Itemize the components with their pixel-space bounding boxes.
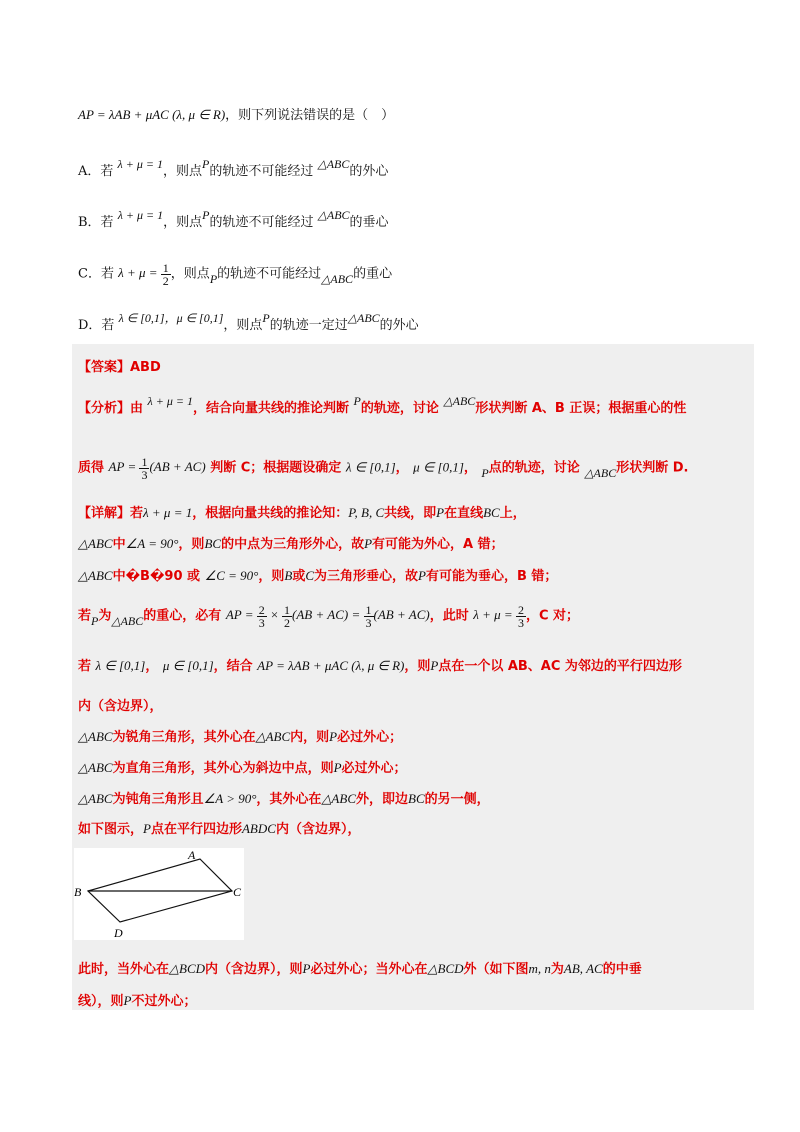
detail-text-1c: 在直线: [444, 506, 484, 521]
l3-e: 有可能为垂心，B 错；: [426, 569, 558, 584]
answer-tag: 【答案】ABD: [78, 360, 161, 375]
l11-c: 必过外心；当外心在: [310, 962, 428, 977]
option-a-triangle: △ABC: [317, 157, 350, 171]
l6: 内（含边界），: [78, 699, 163, 714]
answer-line: [78, 356, 161, 375]
l7-a: 为锐角三角形，其外心在: [112, 730, 256, 745]
analysis-text-4c: 点的轨迹，讨论: [488, 460, 580, 476]
l3-C: C: [305, 568, 315, 583]
l2-p: P: [364, 536, 373, 551]
analysis-triangle: △ABC: [443, 394, 476, 408]
l9-angle: ∠A > 90°: [203, 791, 257, 806]
l3-d: 为三角形垂心，故: [314, 569, 419, 584]
l10-b: 点在平行四边形: [150, 822, 242, 837]
l3-B: B: [284, 568, 293, 583]
l4-formula: AP = $\frac{2}{3}$ × $\frac{1}{2}$ (AB + AC) = $\frac{1}{3}$ (AB + AC): [225, 603, 430, 630]
label-d: D: [114, 926, 123, 940]
l4-d: ，此时: [429, 608, 469, 624]
analysis-text-4b: 判断 C；根据题设确定: [210, 460, 342, 476]
label-a: A: [188, 848, 196, 862]
option-b-triangle: △ABC: [317, 208, 350, 222]
option-d: [78, 311, 419, 333]
option-c-mid2: 的轨迹不可能经过: [217, 266, 322, 282]
l11-b: 内（含边界），则: [205, 962, 303, 977]
analysis-point-2: P: [481, 466, 489, 481]
l7-b: 内，则: [290, 730, 330, 745]
l3-a: 中�B�90 或: [112, 569, 201, 584]
detail-text-1b: 共线，即: [384, 506, 437, 521]
analysis-point: P: [353, 394, 361, 408]
option-c: [78, 262, 392, 287]
stem-formula: AP = λAB + μAC (λ, μ ∈ R): [78, 107, 226, 122]
detail-line-6: [78, 695, 163, 714]
option-b-mid: ，则点: [163, 215, 203, 230]
l12-a: 线），则: [78, 994, 124, 1009]
l12-b: 不过外心；: [131, 994, 197, 1009]
option-b-condition: λ + μ = 1: [117, 208, 164, 222]
detail-point: P: [436, 505, 445, 520]
option-a-condition: λ + μ = 1: [117, 157, 163, 171]
l10-p: P: [143, 821, 151, 836]
l4-c: 的重心，必有: [143, 608, 222, 624]
l7-c: 必过外心；: [337, 730, 403, 745]
option-a: [78, 157, 389, 179]
option-b-label: B．若: [78, 215, 114, 230]
l10-c: 内（含边界），: [275, 822, 361, 837]
option-b-end: 的垂心: [349, 215, 389, 230]
detail-text-1d: 上，: [499, 506, 526, 521]
l11-p: P: [302, 961, 311, 976]
l11-f: 的中垂: [602, 962, 642, 977]
l9-bc: BC: [408, 791, 425, 806]
l3-p: P: [418, 568, 426, 583]
detail-line-7: [78, 726, 402, 745]
option-c-label: C．若: [78, 266, 114, 282]
l9-c: 外，即边: [356, 792, 409, 807]
option-c-end: 的重心: [353, 266, 393, 282]
detail-tag: 【详解】若: [78, 506, 144, 521]
l3-c: 或: [292, 569, 306, 584]
l4-e: ，C 对；: [525, 608, 580, 624]
l5-mu: μ ∈ [0,1]: [162, 658, 214, 673]
option-d-end: 的外心: [379, 318, 419, 333]
l5-lam: λ ∈ [0,1]: [95, 658, 146, 673]
l5-p: P: [430, 658, 439, 673]
l11-a: 此时，当外心在: [78, 962, 170, 977]
detail-line-5: 若 λ ∈ [0,1]， μ ∈ [0,1]，结合 AP = λAB + μAC (λ, μ ∈ R)，则P点在一个以 AB、AC 为邻边的平行四边形: [78, 658, 682, 674]
l8-p: P: [333, 760, 342, 775]
l2-d: 有可能为外心，A 错；: [372, 537, 504, 552]
l7-p: P: [329, 729, 338, 744]
detail-line-11: [78, 958, 642, 977]
label-c: C: [233, 885, 242, 899]
detail-line-2: [78, 533, 504, 552]
l10-a: 如下图示，: [78, 822, 144, 837]
option-a-point: P: [201, 157, 210, 171]
detail-cond: λ + μ = 1: [143, 505, 193, 520]
l9-a: 为钝角三角形且: [112, 792, 204, 807]
option-c-mid: ，则点: [170, 266, 210, 282]
l7-triangle: △ABC: [78, 729, 113, 744]
analysis-tag: 【分析】由: [78, 401, 144, 416]
option-c-point: P: [209, 272, 218, 287]
analysis-text-2: 的轨迹，讨论: [360, 401, 439, 416]
detail-line-1: [78, 502, 526, 521]
l4-triangle: △ABC: [111, 614, 144, 629]
l4-p: P: [91, 614, 99, 629]
l5-b: ，结合: [213, 659, 253, 674]
l5-formula: AP = λAB + μAC (λ, μ ∈ R): [257, 658, 405, 673]
detail-line-8: [78, 757, 407, 776]
l12-p: P: [123, 993, 132, 1008]
option-d-mid2: 的轨迹一定过: [269, 318, 348, 333]
l11-e: 为: [550, 962, 564, 977]
l3-triangle: △ABC: [78, 568, 113, 583]
l2-c: 的中点为三角形外心，故: [221, 537, 365, 552]
option-b-mid2: 的轨迹不可能经过: [209, 215, 314, 230]
option-d-triangle: △ABC: [347, 311, 380, 325]
option-d-point: P: [262, 311, 270, 325]
l11-mn: m, n: [528, 961, 551, 976]
l5-c: ，则: [404, 659, 431, 674]
l11-bcd: △BCD: [169, 961, 206, 976]
detail-line-3: [78, 565, 557, 584]
l3-angle: ∠C = 90°: [204, 568, 259, 583]
option-b-point: P: [202, 208, 210, 222]
option-c-condition: λ + μ = $\frac{1}{2}$: [118, 261, 169, 288]
analysis-line-1: [78, 394, 687, 416]
l2-bc: BC: [204, 536, 222, 551]
l8-triangle: △ABC: [78, 760, 113, 775]
analysis-text-3: 形状判断 A、B 正误；根据重心的性: [475, 401, 687, 416]
l5-d: 点在一个以 AB、AC 为邻边的平行四边形: [438, 659, 682, 674]
option-d-condition: λ ∈ [0,1]，μ ∈ [0,1]: [118, 311, 224, 325]
option-d-mid: ，则点: [223, 318, 263, 333]
option-c-triangle: △ABC: [321, 272, 354, 287]
l11-bcd-2: △BCD: [427, 961, 464, 976]
analysis-line-2: 质得 AP = $\frac{1}{3}$ (AB + AC) 判断 C；根据题设确定 λ ∈ [0,1]， μ ∈ [0,1]， P点的轨迹，讨论 △ABC形状判断 D.: [78, 455, 689, 482]
l4-a: 若: [78, 608, 92, 624]
l9-triangle: △ABC: [78, 791, 113, 806]
analysis-mu: μ ∈ [0,1]: [413, 459, 464, 475]
l8-a: 为直角三角形，其外心为斜边中点，则: [112, 761, 334, 776]
parallelogram-figure: [74, 848, 244, 940]
option-b: [78, 208, 389, 230]
analysis-text-4a: 质得: [78, 460, 105, 476]
option-a-mid: ，则点: [162, 164, 202, 179]
l11-d: 外（如下图: [463, 962, 529, 977]
detail-points: P, B, C: [348, 505, 385, 520]
detail-line-12: [78, 990, 196, 1009]
l3-b: ，则: [258, 569, 285, 584]
analysis-triangle-2: △ABC: [584, 466, 617, 481]
option-a-mid2: 的轨迹不可能经过: [209, 164, 314, 179]
l2-b: ，则: [178, 537, 205, 552]
l2-angle: ∠A = 90°: [125, 536, 179, 551]
option-a-end: 的外心: [349, 164, 389, 179]
l2-triangle: △ABC: [78, 536, 113, 551]
l10-abdc: ABDC: [241, 821, 276, 836]
l9-b: ，其外心在: [256, 792, 322, 807]
l2-a: 中: [112, 537, 126, 552]
detail-line-4: [78, 604, 579, 629]
analysis-text-4d: 形状判断 D.: [616, 460, 689, 476]
detail-bc: BC: [483, 505, 500, 520]
analysis-formula: AP = $\frac{1}{3}$ (AB + AC): [108, 455, 206, 482]
l4-b: 为: [98, 608, 112, 624]
detail-line-10: [78, 818, 360, 837]
option-d-label: D．若: [78, 318, 115, 333]
analysis-lam: λ ∈ [0,1]: [345, 459, 396, 475]
analysis-text-1: ，结合向量共线的推论判断: [192, 401, 349, 416]
l7-triangle-2: △ABC: [255, 729, 291, 744]
l11-abac: AB, AC: [563, 961, 603, 976]
stem-text: ，则下列说法错误的是（ ）: [225, 108, 395, 123]
parallelogram-diagram: [74, 848, 244, 940]
l8-b: 必过外心；: [341, 761, 407, 776]
l5-a: 若: [78, 659, 92, 674]
detail-line-9: [78, 788, 490, 807]
l4-cond: λ + μ = $\frac{2}{3}$: [473, 603, 524, 630]
detail-text-1: ，根据向量共线的推论知：: [192, 506, 349, 521]
question-stem: [78, 104, 394, 123]
label-b: B: [74, 885, 82, 899]
option-a-label: A．若: [78, 164, 114, 179]
l9-triangle-2: △ABC: [321, 791, 356, 806]
l9-d: 的另一侧，: [424, 792, 490, 807]
analysis-cond: λ + μ = 1: [147, 394, 193, 408]
